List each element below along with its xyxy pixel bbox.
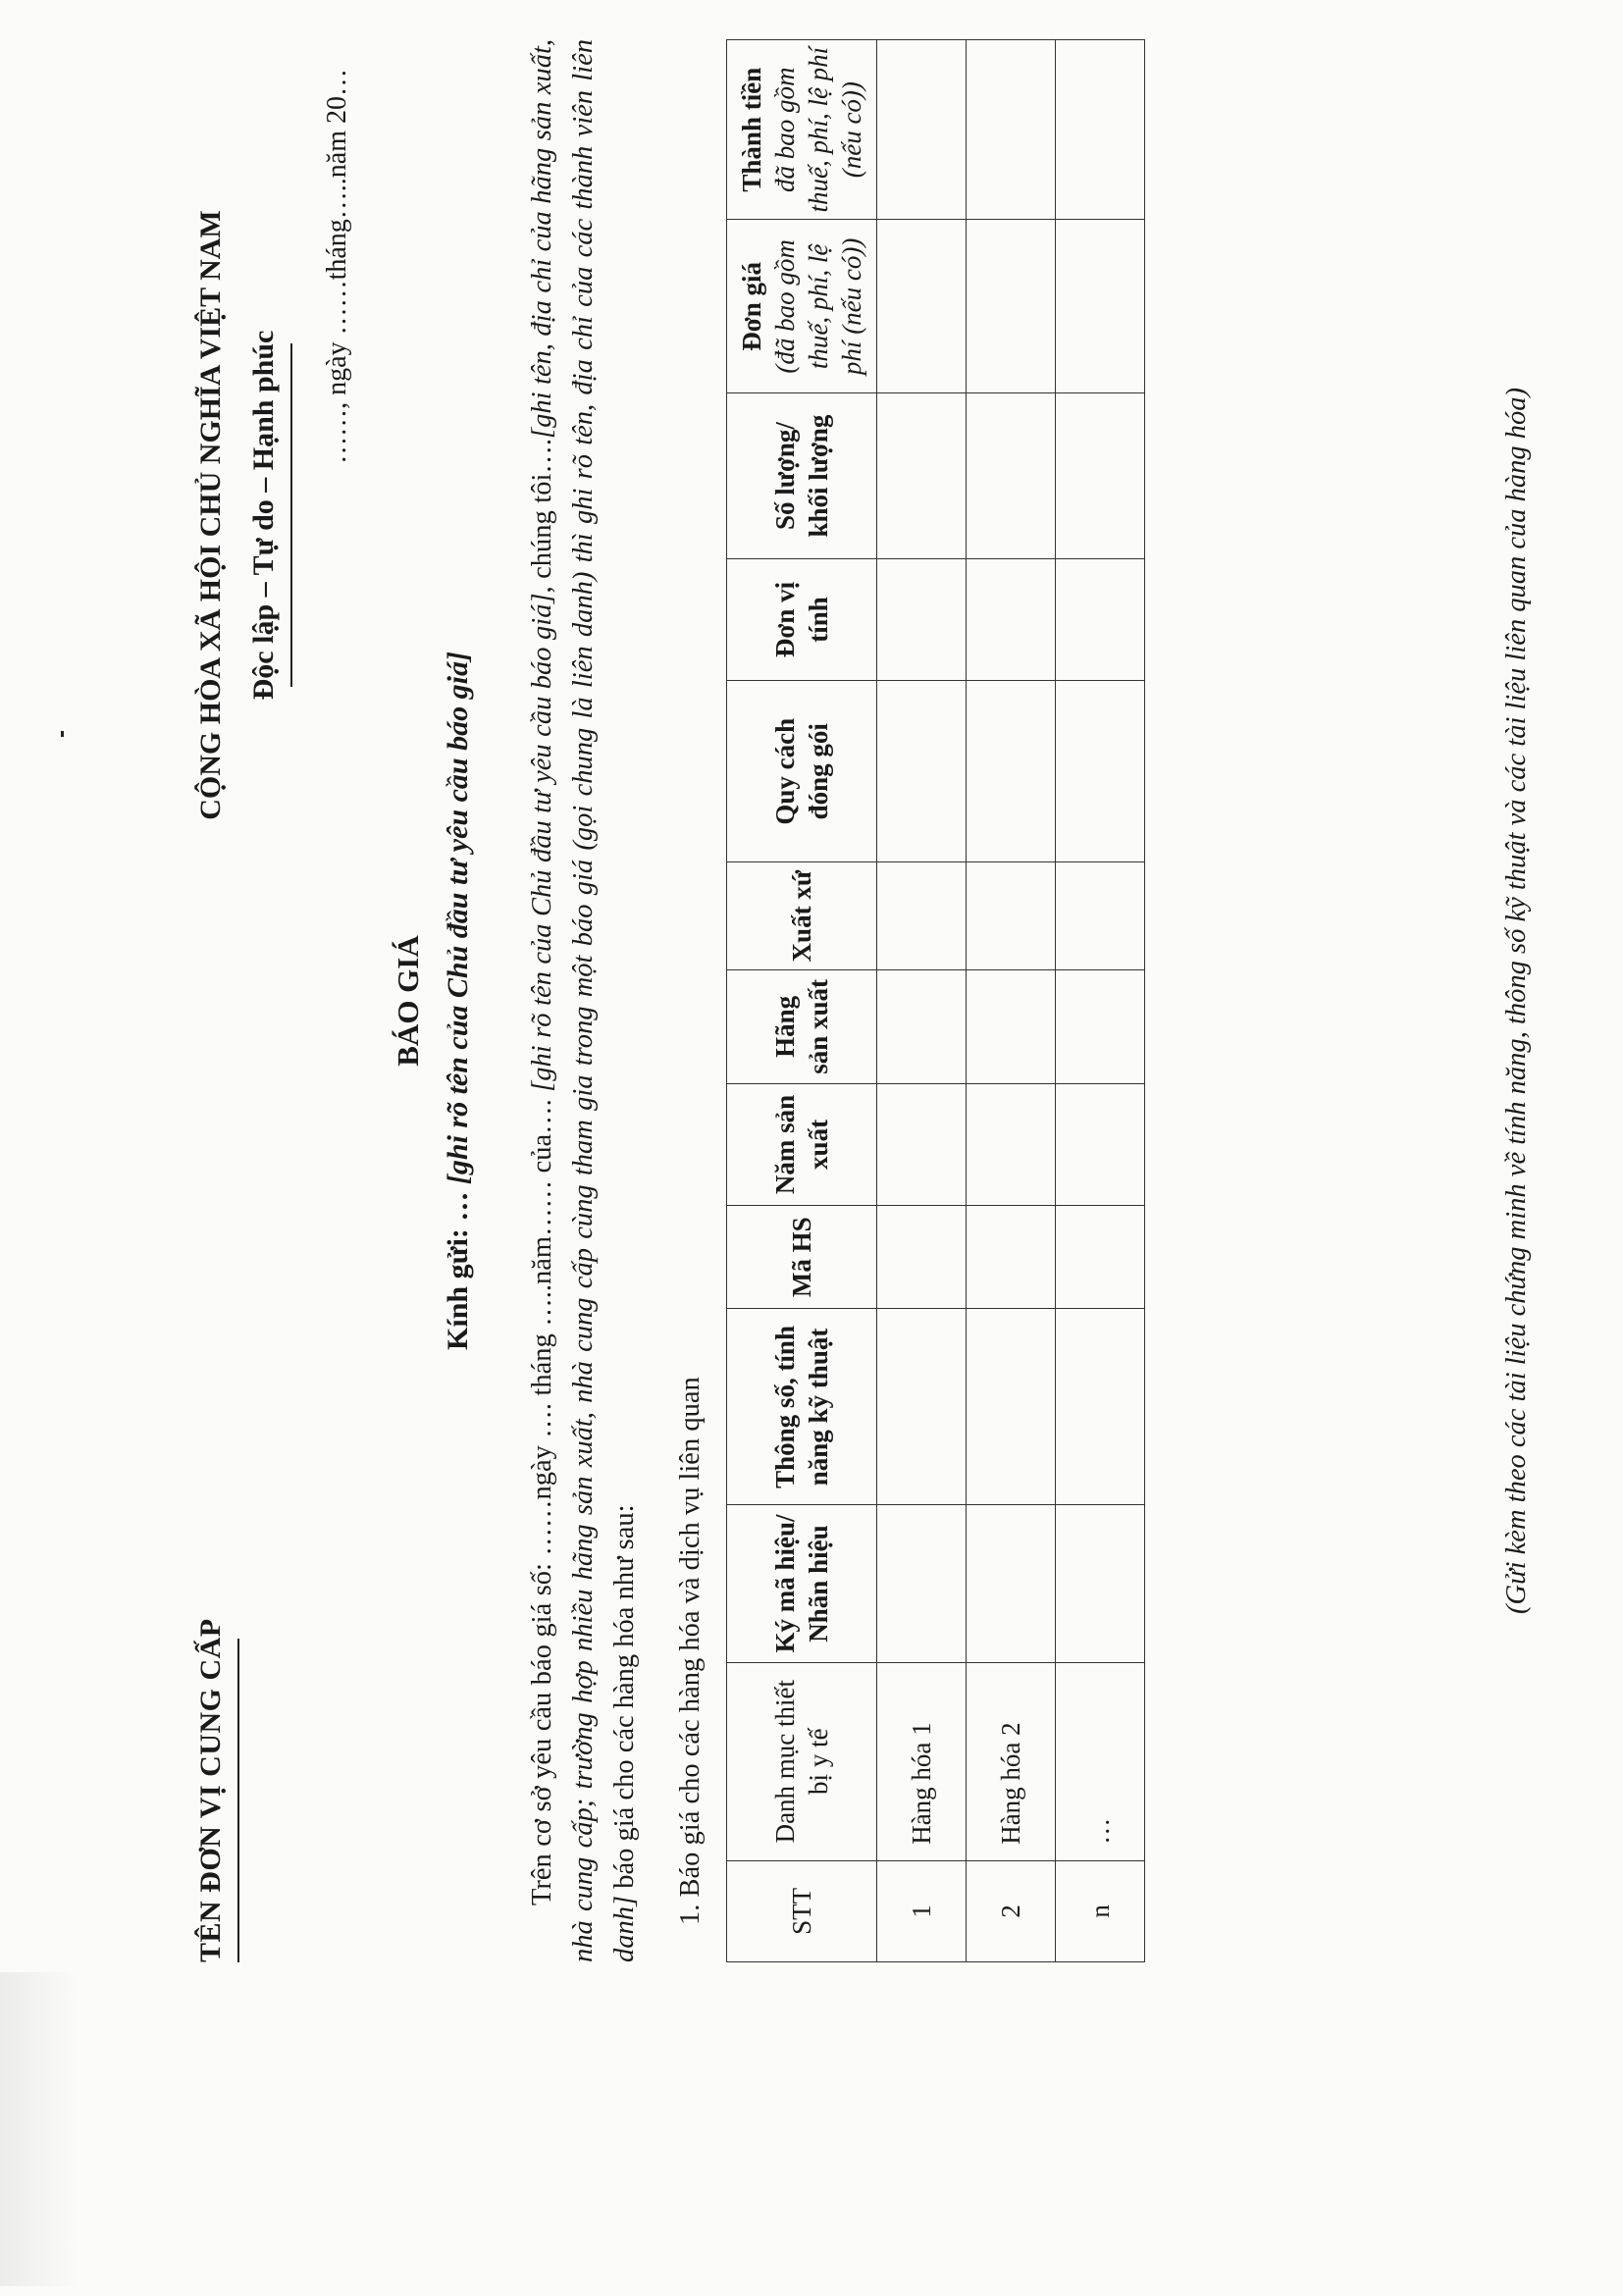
empty-cell: [1056, 1083, 1145, 1205]
empty-cell: [1056, 1505, 1145, 1662]
empty-cell: [877, 1206, 967, 1309]
col-hang-san-xuat: Hãng sản xuất: [727, 969, 877, 1083]
col-nam-san-xuat: Năm sản xuất: [727, 1083, 877, 1205]
empty-cell: [877, 1505, 967, 1662]
empty-cell: [1056, 1206, 1145, 1309]
empty-cell: [967, 1083, 1056, 1205]
col-don-vi: Đơn vị tính: [727, 558, 877, 680]
scan-speck: [61, 731, 64, 737]
intro-paragraph: [522, 39, 646, 1962]
document-header: [186, 20, 324, 1982]
empty-cell: [1056, 1309, 1145, 1505]
unit-name-underline: [237, 1639, 239, 1962]
scan-edge-shadow: [0, 1972, 79, 2286]
empty-cell: [877, 1309, 967, 1505]
col-stt: STT: [727, 1860, 877, 1961]
empty-cell: [967, 681, 1056, 862]
national-motto: Độc lập – Tự do – Hạnh phúc: [247, 330, 280, 701]
empty-cell: [967, 969, 1056, 1083]
empty-cell: [1056, 393, 1145, 559]
thanh-tien-label: Thành tiền: [737, 67, 766, 192]
supplier-unit-name: TÊN ĐƠN VỊ CUNG CẤP: [194, 1618, 227, 1962]
recipient-placeholder: [ghi rõ tên của Chủ đầu tư yêu cầu báo giá]: [442, 652, 474, 1185]
col-so-luong: Số lượng/ khối lượng: [727, 393, 877, 559]
empty-cell: [877, 862, 967, 970]
empty-cell: [877, 558, 967, 680]
col-ky-ma-hieu: Ký mã hiệu/ Nhãn hiệu: [727, 1505, 877, 1662]
attachment-footnote: (Gửi kèm theo các tài liệu chứng minh về tính năng, thông số kỹ thuật và các tài liệu liên quan của hàng hóa): [1501, 388, 1532, 1614]
empty-cell: [1056, 40, 1145, 220]
empty-cell: [1056, 558, 1145, 680]
empty-cell: [877, 40, 967, 220]
don-gia-label: Đơn giá: [737, 261, 766, 351]
empty-cell: [1056, 969, 1145, 1083]
recipient-line: [442, 20, 475, 1982]
empty-cell: [877, 681, 967, 862]
col-ma-hs: Mã HS: [727, 1206, 877, 1309]
empty-cell: [967, 1206, 1056, 1309]
table-row: [877, 40, 967, 1962]
empty-cell: [967, 1505, 1056, 1662]
quotation-table: [726, 39, 1145, 1962]
col-thanh-tien: [727, 40, 877, 220]
intro-part-3: , chúng tôi….: [527, 439, 557, 594]
don-gia-note: (đã bao gồm thuế, phí, lệ phí (nếu có)): [770, 237, 866, 376]
table-row: [1056, 40, 1145, 1962]
col-quy-cach: Quy cách đóng gói: [727, 681, 877, 862]
intro-part-1: Trên cơ sở yêu cầu báo giá số: ……ngày …. tháng …..năm…… của….: [527, 1091, 557, 1905]
table-row: [967, 40, 1056, 1962]
empty-cell: [877, 1083, 967, 1205]
row-item: Hàng hóa 2: [967, 1662, 1056, 1860]
empty-cell: [967, 393, 1056, 559]
col-don-gia: [727, 220, 877, 393]
rotated-document: [177, 20, 1570, 1982]
document-title: BÁO GIÁ: [391, 935, 425, 1067]
section-title: 1. Báo giá cho các hàng hóa và dịch vụ liên quan: [675, 1377, 706, 1925]
row-item: Hàng hóa 1: [877, 1662, 967, 1860]
empty-cell: [877, 393, 967, 559]
empty-cell: [877, 969, 967, 1083]
empty-cell: [967, 862, 1056, 970]
row-stt: 2: [967, 1860, 1056, 1961]
recipient-prefix: Kính gửi: …: [442, 1184, 474, 1350]
table-header-row: [727, 40, 877, 1962]
empty-cell: [1056, 220, 1145, 393]
empty-cell: [967, 1309, 1056, 1505]
intro-part-4: [ghi tên, địa chỉ của hãng sản xuất, nhà cung cấp; trường hợp nhiều hãng sản xuất, nhà cung cấp cùng tham gia trong một báo giá (gọi chung là liên danh) thì ghi rõ tên, địa chỉ của các thành viên liên danh]: [527, 39, 640, 1962]
date-line: ……, ngày ……tháng…..năm 20…: [322, 69, 352, 464]
national-title: CỘNG HÒA XÃ HỘI CHỦ NGHĨA VIỆT NAM: [194, 210, 227, 820]
col-danh-muc: Danh mục thiết bị y tế: [727, 1662, 877, 1860]
motto-underline: [290, 343, 292, 687]
intro-part-2: [ghi rõ tên của Chủ đầu tư yêu cầu báo giá]: [527, 593, 557, 1092]
row-item: …: [1056, 1662, 1145, 1860]
empty-cell: [967, 558, 1056, 680]
col-thong-so: Thông số, tính năng kỹ thuật: [727, 1309, 877, 1505]
col-xuat-xu: Xuất xứ: [727, 862, 877, 970]
row-stt: 1: [877, 1860, 967, 1961]
thanh-tien-note: đã bao gồm thuế, phí, lệ phí (nếu có)): [770, 46, 866, 213]
empty-cell: [967, 220, 1056, 393]
empty-cell: [877, 220, 967, 393]
row-stt: n: [1056, 1860, 1145, 1961]
empty-cell: [967, 40, 1056, 220]
empty-cell: [1056, 862, 1145, 970]
empty-cell: [1056, 681, 1145, 862]
intro-part-5: báo giá cho các hàng hóa như sau:: [609, 1504, 640, 1896]
